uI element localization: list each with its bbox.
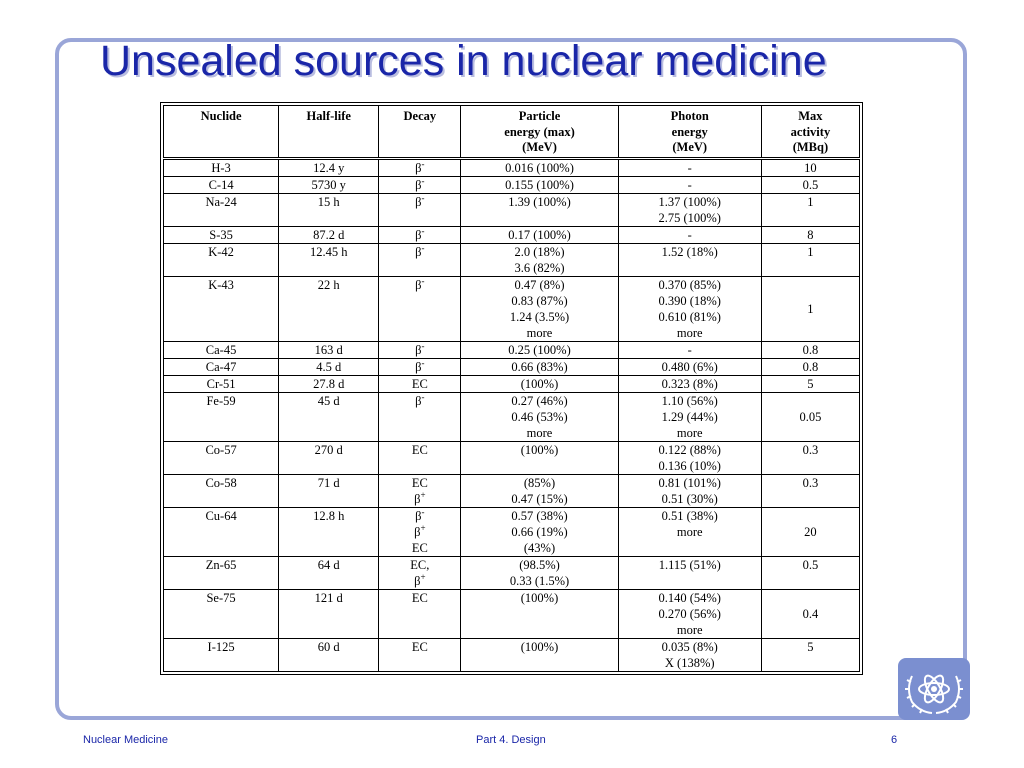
decay-symbol: EC (411, 376, 428, 391)
max-activity-cell: 0.05 (761, 392, 859, 441)
particle-energy-cell (461, 358, 618, 375)
half-life-cell: 4.5 d (279, 358, 379, 375)
nuclide-cell: I-125 (164, 638, 279, 671)
particle-energy-line: (100%) (520, 590, 559, 605)
particle-energy-cell (461, 193, 618, 226)
table-row (164, 441, 860, 474)
decay-mode (381, 557, 458, 573)
decay-symbol: EC (411, 475, 428, 490)
half-life-cell: 5730 y (279, 176, 379, 193)
decay-mode (381, 540, 458, 556)
table-row (164, 589, 860, 638)
particle-energy-cell (461, 158, 618, 176)
particle-energy-line: 0.66 (83%) (511, 359, 568, 374)
max-activity-cell: 1 (761, 243, 859, 276)
photon-energy-line: X (138%) (664, 655, 715, 670)
photon-energy-line: 0.610 (81%) (658, 309, 721, 324)
nuclide-cell: Fe-59 (164, 392, 279, 441)
table-row (164, 638, 860, 671)
column-header-line: Photon (670, 109, 709, 123)
decay-symbol: EC (411, 540, 428, 555)
photon-energy-cell (618, 507, 761, 556)
particle-energy-line: 3.6 (82%) (514, 260, 565, 275)
decay-cell (379, 226, 461, 243)
particle-energy-line: 1.39 (100%) (508, 194, 571, 209)
decay-cell (379, 158, 461, 176)
decay-charge: - (421, 340, 425, 351)
decay-mode (381, 393, 458, 409)
photon-energy-line: 1.29 (44%) (661, 409, 718, 424)
max-activity-cell: 5 (761, 375, 859, 392)
decay-symbol: EC (411, 639, 428, 654)
table-row (164, 358, 860, 375)
photon-energy-line: - (687, 177, 692, 192)
decay-mode (381, 524, 458, 540)
max-activity-cell: 20 (761, 507, 859, 556)
particle-energy-cell (461, 507, 618, 556)
photon-energy-line: 0.122 (88%) (658, 442, 721, 457)
decay-symbol: EC (411, 590, 428, 605)
particle-energy-line: (100%) (520, 442, 559, 457)
half-life-cell: 12.45 h (279, 243, 379, 276)
photon-energy-line: 0.323 (8%) (661, 376, 718, 391)
half-life-cell: 12.8 h (279, 507, 379, 556)
particle-energy-cell (461, 556, 618, 589)
column-header (618, 106, 761, 159)
particle-energy-line: 0.83 (87%) (511, 293, 568, 308)
column-header-line: Max (798, 109, 823, 123)
decay-symbol: β (415, 194, 422, 209)
photon-energy-line: 1.52 (18%) (661, 244, 718, 259)
half-life-cell: 121 d (279, 589, 379, 638)
column-header (279, 106, 379, 159)
nuclide-cell: K-43 (164, 276, 279, 341)
particle-energy-line: (100%) (520, 376, 559, 391)
table-row (164, 556, 860, 589)
footer-page-number: 6 (891, 734, 898, 746)
decay-cell (379, 474, 461, 507)
decay-symbol: β (415, 277, 422, 292)
decay-mode (381, 227, 458, 243)
table-row (164, 276, 860, 341)
photon-energy-cell (618, 556, 761, 589)
table-body (164, 158, 860, 671)
table-row (164, 158, 860, 176)
particle-energy-cell (461, 226, 618, 243)
half-life-cell: 64 d (279, 556, 379, 589)
photon-energy-cell (618, 358, 761, 375)
decay-charge: + (420, 522, 426, 533)
photon-energy-line: more (676, 524, 703, 539)
photon-energy-cell (618, 589, 761, 638)
decay-charge: - (421, 225, 425, 236)
photon-energy-cell (618, 276, 761, 341)
particle-energy-line: 0.46 (53%) (511, 409, 568, 424)
photon-energy-cell (618, 392, 761, 441)
decay-cell (379, 556, 461, 589)
table-row (164, 341, 860, 358)
max-activity-cell: 0.5 (761, 556, 859, 589)
decay-cell (379, 358, 461, 375)
particle-energy-line: more (526, 425, 553, 440)
max-activity-cell: 1 (761, 276, 859, 341)
decay-mode (381, 277, 458, 293)
decay-mode (381, 244, 458, 260)
photon-energy-line: more (676, 325, 703, 340)
particle-energy-cell (461, 276, 618, 341)
decay-mode (381, 573, 458, 589)
decay-cell (379, 341, 461, 358)
decay-mode (381, 376, 458, 392)
decay-cell (379, 392, 461, 441)
nuclide-table (163, 105, 860, 672)
decay-mode (381, 442, 458, 458)
table-row (164, 226, 860, 243)
photon-energy-line: - (687, 160, 692, 175)
particle-energy-cell (461, 375, 618, 392)
table-row (164, 243, 860, 276)
table-row (164, 193, 860, 226)
photon-energy-line: 1.37 (100%) (658, 194, 721, 209)
decay-symbol: β (415, 227, 422, 242)
nuclide-cell: Ca-47 (164, 358, 279, 375)
photon-energy-line: more (676, 622, 703, 637)
max-activity-cell: 0.8 (761, 358, 859, 375)
particle-energy-cell (461, 441, 618, 474)
photon-energy-line: 0.81 (101%) (658, 475, 721, 490)
half-life-cell: 45 d (279, 392, 379, 441)
decay-symbol: β (415, 160, 422, 175)
nuclide-cell: C-14 (164, 176, 279, 193)
particle-energy-line: (98.5%) (519, 557, 560, 572)
decay-charge: - (421, 158, 425, 169)
photon-energy-line: 0.390 (18%) (658, 293, 721, 308)
max-activity-cell: 0.8 (761, 341, 859, 358)
particle-energy-line: 0.57 (38%) (511, 508, 568, 523)
half-life-cell: 22 h (279, 276, 379, 341)
footer-center: Part 4. Design (476, 734, 546, 746)
nuclide-cell: Co-57 (164, 441, 279, 474)
particle-energy-line: 0.25 (100%) (508, 342, 571, 357)
decay-charge: - (421, 275, 425, 286)
iaea-logo (898, 658, 970, 720)
particle-energy-line: 0.33 (1.5%) (509, 573, 570, 588)
table-header-row (164, 106, 860, 159)
nuclide-cell: K-42 (164, 243, 279, 276)
column-header-line: (MeV) (672, 140, 708, 154)
column-header (164, 106, 279, 159)
column-header-line: energy (max) (504, 124, 575, 139)
nuclide-cell: S-35 (164, 226, 279, 243)
nuclide-cell: Cu-64 (164, 507, 279, 556)
decay-cell (379, 441, 461, 474)
particle-energy-line: (100%) (520, 639, 559, 654)
nuclide-cell: Na-24 (164, 193, 279, 226)
decay-symbol: β (415, 508, 422, 523)
nuclide-cell: H-3 (164, 158, 279, 176)
decay-cell (379, 638, 461, 671)
decay-charge: - (421, 357, 425, 368)
half-life-cell: 15 h (279, 193, 379, 226)
column-header-line: Nuclide (200, 109, 242, 123)
decay-mode (381, 491, 458, 507)
photon-energy-line: 2.75 (100%) (658, 210, 721, 225)
decay-charge: - (421, 192, 425, 203)
decay-symbol: EC, (410, 557, 430, 572)
particle-energy-line: 0.47 (15%) (511, 491, 568, 506)
decay-symbol: β (415, 342, 422, 357)
decay-symbol: EC (411, 442, 428, 457)
nuclide-cell: Ca-45 (164, 341, 279, 358)
max-activity-cell: 0.3 (761, 474, 859, 507)
max-activity-cell: 0.3 (761, 441, 859, 474)
photon-energy-cell (618, 638, 761, 671)
max-activity-cell: 10 (761, 158, 859, 176)
decay-symbol: β (415, 177, 422, 192)
photon-energy-line: 0.270 (56%) (658, 606, 721, 621)
decay-cell (379, 375, 461, 392)
decay-charge: + (420, 571, 426, 582)
particle-energy-line: 0.17 (100%) (508, 227, 571, 242)
decay-cell (379, 276, 461, 341)
decay-mode (381, 359, 458, 375)
max-activity-cell: 1 (761, 193, 859, 226)
decay-mode (381, 475, 458, 491)
table-row (164, 507, 860, 556)
particle-energy-line: (85%) (523, 475, 556, 490)
photon-energy-line: 1.115 (51%) (658, 557, 721, 572)
photon-energy-cell (618, 226, 761, 243)
photon-energy-line: 0.140 (54%) (658, 590, 721, 605)
max-activity-cell: 8 (761, 226, 859, 243)
decay-symbol: β (415, 359, 422, 374)
particle-energy-cell (461, 589, 618, 638)
particle-energy-line: 0.155 (100%) (505, 177, 574, 192)
max-activity-cell: 0.5 (761, 176, 859, 193)
photon-energy-line: 1.10 (56%) (661, 393, 718, 408)
half-life-cell: 71 d (279, 474, 379, 507)
particle-energy-line: 0.27 (46%) (511, 393, 568, 408)
photon-energy-line: 0.51 (30%) (661, 491, 718, 506)
decay-symbol: β (414, 491, 421, 506)
particle-energy-cell (461, 176, 618, 193)
decay-mode (381, 160, 458, 176)
particle-energy-line: 1.24 (3.5%) (509, 309, 570, 324)
max-activity-cell: 0.4 (761, 589, 859, 638)
half-life-cell: 12.4 y (279, 158, 379, 176)
nuclide-cell: Co-58 (164, 474, 279, 507)
photon-energy-line: 0.136 (10%) (658, 458, 721, 473)
photon-energy-cell (618, 474, 761, 507)
table-row (164, 176, 860, 193)
particle-energy-line: 0.016 (100%) (505, 160, 574, 175)
nuclide-table-wrapper (160, 102, 863, 675)
decay-mode (381, 590, 458, 606)
decay-cell (379, 193, 461, 226)
column-header-line: Decay (403, 109, 437, 123)
nuclide-cell: Zn-65 (164, 556, 279, 589)
decay-cell (379, 507, 461, 556)
photon-energy-line: - (687, 342, 692, 357)
half-life-cell: 270 d (279, 441, 379, 474)
photon-energy-line: - (687, 227, 692, 242)
column-header (461, 106, 618, 159)
decay-mode (381, 177, 458, 193)
column-header-line: (MBq) (792, 140, 829, 154)
particle-energy-cell (461, 243, 618, 276)
column-header-line: energy (671, 124, 708, 139)
decay-charge: - (421, 506, 425, 517)
column-header (379, 106, 461, 159)
decay-cell (379, 176, 461, 193)
column-header-line: (MeV) (522, 140, 557, 154)
photon-energy-line: more (676, 425, 703, 440)
decay-charge: - (421, 175, 425, 186)
decay-mode (381, 342, 458, 358)
particle-energy-cell (461, 474, 618, 507)
decay-cell (379, 589, 461, 638)
nuclide-cell: Se-75 (164, 589, 279, 638)
photon-energy-cell (618, 176, 761, 193)
photon-energy-cell (618, 243, 761, 276)
particle-energy-line: more (526, 325, 553, 340)
table-row (164, 474, 860, 507)
half-life-cell: 163 d (279, 341, 379, 358)
decay-charge: + (420, 489, 426, 500)
iaea-atom-wreath-icon (898, 658, 970, 720)
particle-energy-cell (461, 638, 618, 671)
decay-mode (381, 639, 458, 655)
particle-energy-cell (461, 341, 618, 358)
column-header-line: Particle (518, 109, 561, 123)
column-header-line: Half-life (306, 109, 351, 123)
photon-energy-line: 0.480 (6%) (661, 359, 718, 374)
decay-mode (381, 194, 458, 210)
photon-energy-cell (618, 193, 761, 226)
max-activity-cell: 5 (761, 638, 859, 671)
photon-energy-line: 0.370 (85%) (658, 277, 721, 292)
decay-mode (381, 508, 458, 524)
table-row (164, 375, 860, 392)
slide-title: Unsealed sources in nuclear medicine (100, 37, 827, 85)
photon-energy-line: 0.51 (38%) (661, 508, 718, 523)
particle-energy-line: (43%) (523, 540, 556, 555)
column-header (761, 106, 859, 159)
photon-energy-cell (618, 341, 761, 358)
decay-symbol: β (414, 573, 421, 588)
decay-symbol: β (415, 244, 422, 259)
nuclide-cell: Cr-51 (164, 375, 279, 392)
photon-energy-cell (618, 375, 761, 392)
decay-charge: - (421, 242, 425, 253)
photon-energy-cell (618, 441, 761, 474)
table-row (164, 392, 860, 441)
half-life-cell: 60 d (279, 638, 379, 671)
photon-energy-line: 0.035 (8%) (661, 639, 718, 654)
half-life-cell: 27.8 d (279, 375, 379, 392)
footer-left: Nuclear Medicine (83, 734, 168, 746)
particle-energy-line: 0.47 (8%) (514, 277, 565, 292)
column-header-line: activity (790, 124, 831, 139)
particle-energy-line: 0.66 (19%) (511, 524, 568, 539)
decay-charge: - (421, 391, 425, 402)
photon-energy-cell (618, 158, 761, 176)
decay-cell (379, 243, 461, 276)
decay-symbol: β (415, 393, 422, 408)
decay-symbol: β (414, 524, 421, 539)
particle-energy-line: 2.0 (18%) (514, 244, 565, 259)
half-life-cell: 87.2 d (279, 226, 379, 243)
particle-energy-cell (461, 392, 618, 441)
